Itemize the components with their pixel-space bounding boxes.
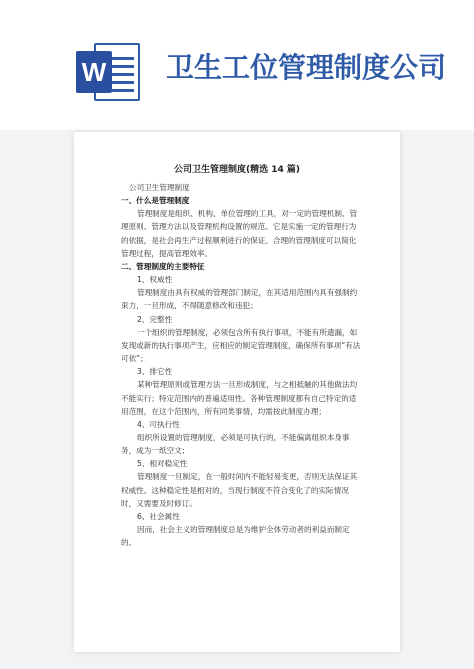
word-icon [76, 41, 140, 103]
paragraph: 3、排它性 [137, 367, 173, 377]
section-heading: 二、管理制度的主要特征 [121, 261, 205, 271]
document-page [74, 132, 400, 652]
header-banner [0, 0, 474, 130]
paragraph: 管理制度一旦制定，在一般时间内不能轻易变更，否则无法保证其权威性。这种稳定性是相对的，当现行制度不符合变化了的实际情况时，又需要及时修订。 [121, 472, 358, 508]
paragraph: 4、可执行性 [137, 419, 180, 429]
paragraph: 因而，社会主义的管理制度总是为维护全体劳动者的利益而制定的。 [121, 525, 350, 548]
paragraph: 一个组织的管理制度，必须包含所有执行事项，不能有所遗漏，如发现或新的执行事项产生，应相应的制定管理制度，确保所有事项“有法可依”； [121, 327, 361, 364]
section-heading: 一、什么是管理制度 [121, 196, 190, 206]
paragraph: 2、完整性 [137, 314, 173, 324]
paragraph: 管理制度由具有权威的管理部门制定，在其适用范围内具有强制约束力，一旦形成，不得随意修改和违犯； [121, 288, 358, 311]
paragraph: 6、社会属性 [137, 511, 180, 521]
paragraph: 5、相对稳定性 [137, 459, 188, 469]
document-body [121, 181, 361, 549]
paragraph: 1、权威性 [137, 275, 173, 285]
paragraph: 公司卫生管理制度 [129, 183, 190, 192]
document-title: 公司卫生管理制度(精选 14 篇) [173, 165, 301, 175]
paragraph: 管理制度是组织、机构、单位管理的工具，对一定的管理机制、管理原则、管理方法以及管理机构设置的规范。它是实施一定的管理行为的依据，是社会再生产过程顺利进行的保证。合理的管理制度可以简化管理过程，提高管理效率。 [121, 209, 358, 258]
paragraph: 某种管理原则或管理方法一旦形成制度，与之相抵触的其他做法均不能实行；特定范围内的普遍适用性。各种管理制度都有自己特定的适用范围，在这个范围内，所有同类事情，均需按此制度办理； [121, 380, 358, 416]
page-title: 卫生工位管理制度公司 [166, 51, 447, 84]
paragraph: 组织所设置的管理制度，必须是可执行的，不能偏离组织本身事务，成为一纸空文； [121, 432, 350, 456]
word-letter-tile: W [76, 51, 112, 93]
